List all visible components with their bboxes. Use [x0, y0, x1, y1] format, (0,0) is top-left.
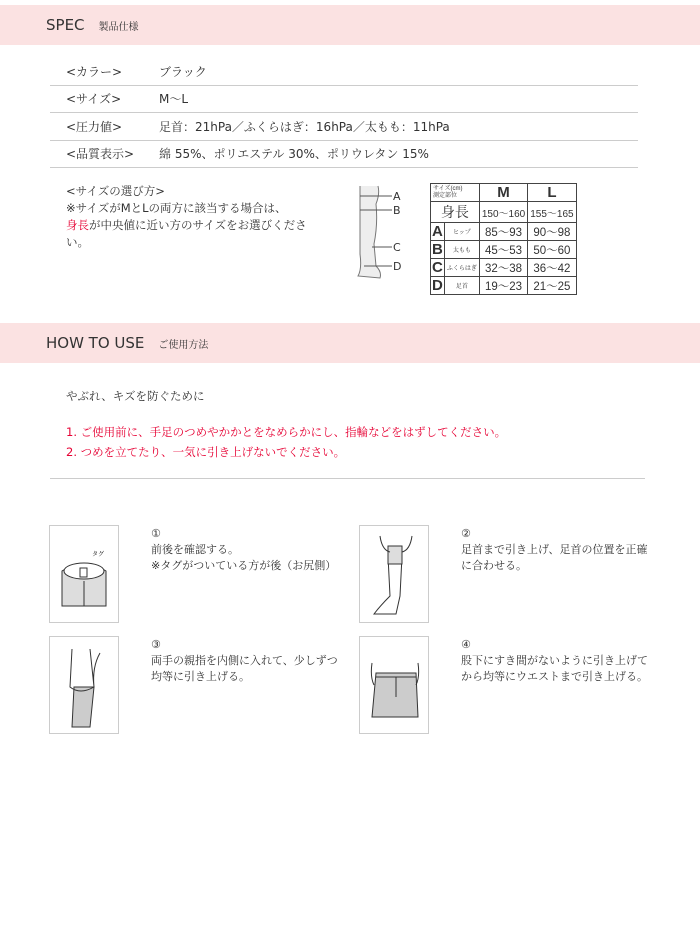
step-1-text — [151, 526, 341, 574]
cell: 19〜23 — [479, 277, 527, 295]
row-part: ヒップ — [444, 223, 479, 241]
cell: 155〜165 — [528, 202, 576, 223]
spec-row-size — [50, 85, 638, 113]
step-4-text — [461, 637, 651, 685]
step-2-text — [461, 526, 651, 574]
step-3-image — [49, 636, 119, 734]
spec-title: SPEC — [46, 16, 85, 34]
spec-label: <圧力値> — [66, 120, 123, 134]
cell: 50〜60 — [528, 241, 576, 259]
spec-label: <カラー> — [66, 65, 123, 79]
row-part: 足首 — [444, 277, 479, 295]
howto-title: HOW TO USE — [46, 334, 145, 352]
spec-value: ブラック — [159, 65, 207, 79]
spec-label: <品質表示> — [66, 147, 135, 161]
step-3-text — [151, 637, 341, 685]
size-guide-emphasis: 身長 — [66, 218, 89, 232]
size-table — [430, 183, 577, 295]
height-label: 身長 — [431, 202, 480, 223]
leg-label-d: D — [393, 260, 402, 273]
spec-row-color — [50, 58, 638, 86]
step-4-image — [359, 636, 429, 734]
step-desc: 両手の親指を内側に入れて、少しずつ均等に引き上げる。 — [151, 654, 338, 683]
step-num: ④ — [461, 638, 471, 651]
spec-label: <サイズ> — [66, 92, 122, 106]
cell: 90〜98 — [528, 223, 576, 241]
leg-label-b: B — [393, 204, 401, 217]
caution-2: 2. つめを立てたり、一気に引き上げないでください。 — [66, 445, 346, 459]
spec-row-material — [50, 140, 638, 168]
size-guide-rest: が中央値に近い方のサイズをお選びください。 — [66, 218, 307, 249]
spec-value: 足首：21hPa／ふくらはぎ：16hPa／太もも：11hPa — [159, 120, 450, 134]
step-num: ③ — [151, 638, 161, 651]
tag-label: タグ — [92, 551, 105, 558]
howto-intro: やぶれ、キズを防ぐために — [66, 389, 205, 403]
leg-label-a: A — [393, 190, 401, 203]
cell: 32〜38 — [479, 259, 527, 277]
step-desc: 股下にすき間がないように引き上げてから均等にウエストまで引き上げる。 — [461, 654, 648, 683]
spec-header — [0, 5, 700, 45]
row-key: A — [432, 223, 443, 240]
size-guide-note: ※サイズがMとLの両方に該当する場合は、 — [66, 201, 287, 215]
corner-bottom: 測定部位 — [433, 192, 458, 199]
row-key: D — [432, 277, 443, 294]
row-key: C — [432, 259, 443, 276]
spec-row-pressure — [50, 113, 638, 141]
howto-subtitle: ご使用方法 — [158, 339, 209, 351]
row-part: 太もも — [444, 241, 479, 259]
step-1-image — [49, 525, 119, 623]
cell: 45〜53 — [479, 241, 527, 259]
howto-header — [0, 323, 700, 363]
step-num: ① — [151, 527, 161, 540]
spec-subtitle: 製品仕様 — [98, 21, 139, 33]
step-desc: 前後を確認する。 ※タグがついている方が後（お尻側） — [151, 543, 337, 572]
col-m: M — [479, 184, 527, 202]
row-part: ふくらはぎ — [444, 259, 479, 277]
leg-label-c: C — [393, 241, 401, 254]
leg-diagram — [350, 184, 410, 284]
divider — [50, 478, 645, 479]
col-l: L — [528, 184, 576, 202]
step-num: ② — [461, 527, 471, 540]
step-2-image — [359, 525, 429, 623]
size-guide-text — [66, 183, 321, 251]
spec-value: 綿 55%、ポリエステル 30%、ポリウレタン 15% — [159, 147, 429, 161]
spec-value: M〜L — [159, 92, 189, 106]
row-key: B — [432, 241, 443, 258]
cell: 150〜160 — [479, 202, 527, 223]
caution-1: 1. ご使用前に、手足のつめやかかとをなめらかにし、指輪などをはずしてください。 — [66, 425, 507, 439]
cell: 36〜42 — [528, 259, 576, 277]
cell: 21〜25 — [528, 277, 576, 295]
step-desc: 足首まで引き上げ、足首の位置を正確に合わせる。 — [461, 543, 648, 572]
cell: 85〜93 — [479, 223, 527, 241]
size-guide-heading: <サイズの選び方> — [66, 184, 165, 198]
corner-top: サイズ(cm) — [433, 185, 463, 192]
